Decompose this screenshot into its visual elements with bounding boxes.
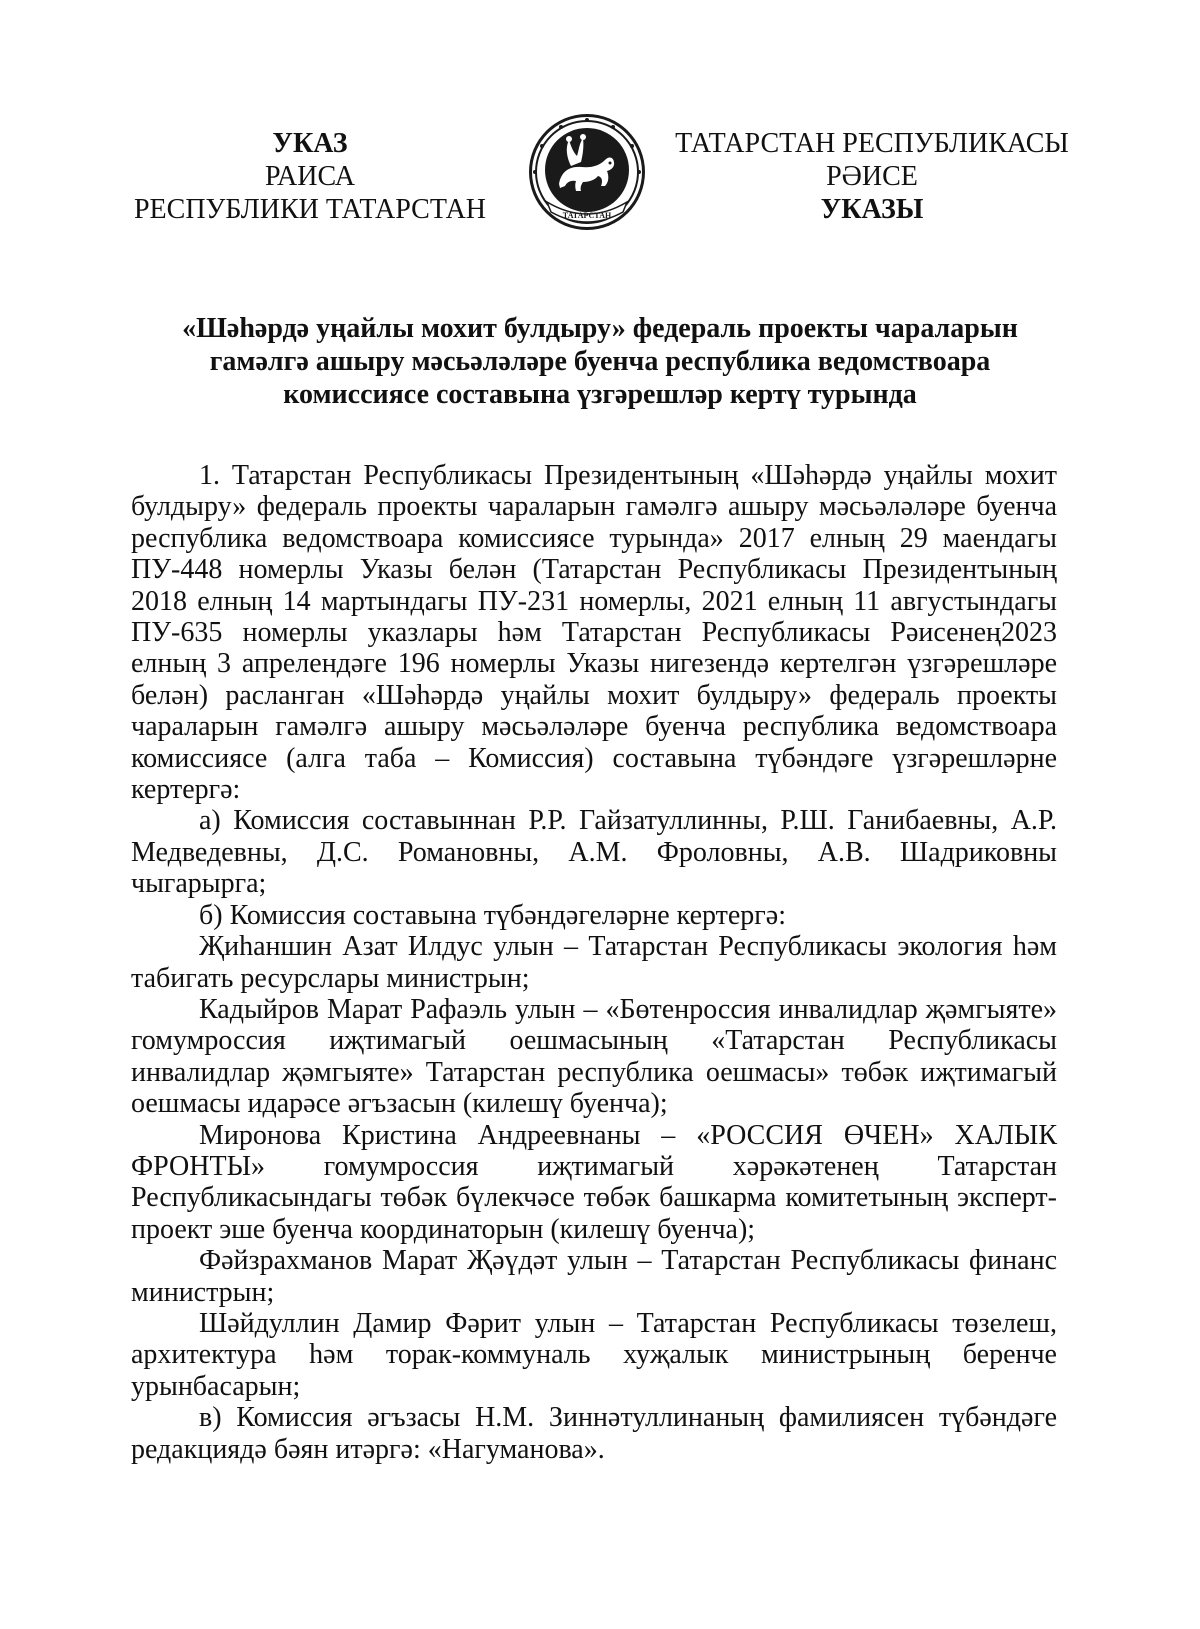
document-title (130, 312, 1070, 411)
header-right (672, 127, 1072, 226)
republic-label-ru: РЕСПУБЛИКИ ТАТАРСТАН (133, 194, 487, 225)
body-paragraph: а) Комиссия составыннан Р.Р. Гайзатуллинны, Р.Ш. Ганибаевны, А.Р. Медведевны, Д.С. Романовны, А.М. Фроловны, А.В. Шадриковны чыгарырга; (131, 805, 1057, 900)
body-paragraph: Шәйдуллин Дамир Фәрит улын – Татарстан Республикасы төзелеш, архитектура һәм торак-коммуналь хуҗалык министрының беренче урынбасарын; (131, 1307, 1057, 1402)
body-paragraph: 1. Татарстан Республикасы Президентының «Шәһәрдә уңайлы мохит булдыру» федераль проекты чараларын гамәлгә ашыру мәсьәләләре буенча республика ведомствоара комиссиясе турында» 2017 елның 29 маендагы ПУ-448 номерлы Указы белән (Татарстан Республикасы Президентының 2018 елның 14 мартындагы ПУ-231 номерлы, 2021 елның 11 августындагы ПУ-635 номерлы указлары һәм Татарстан Республикасы Рәисенең2023 елның 3 апрелендәге 196 номерлы Указы нигезендә кертелгән үзгәрешләре белән) расланган «Шәһәрдә уңайлы мохит булдыру» федераль проекты чараларын гамәлгә ашыру мәсьәләләре буенча республика ведомствоара комиссиясе (алга таба – Комиссия) составына түбәндәге үзгәрешләрне кертергә: (131, 460, 1057, 806)
decree-label-tt: УКАЗЫ (820, 194, 924, 225)
emblem-ribbon-text: ТАТАРСТАН (562, 211, 612, 220)
body-paragraph: в) Комиссия әгъзасы Н.М. Зиннәтуллинаның фамилиясен түбәндәге редакциядә бәян итәргә: «Нагуманова». (131, 1402, 1057, 1465)
head-label-tt: РӘИСЕ (826, 161, 918, 192)
body-paragraph: Миронова Кристина Андреевнаны – «РОССИЯ ӨЧЕН» ХАЛЫК ФРОНТЫ» гомумроссия иҗтимагый хәрәкәтенең Татарстан Республикасындагы төбәк бүлекчәсе төбәк башкарма комитетының эксперт-проект эше буенча координаторын (килешү буенча); (131, 1119, 1057, 1245)
body-paragraph: Җиһаншин Азат Илдус улын – Татарстан Республикасы экология һәм табигать ресурслары министрын; (131, 931, 1057, 994)
republic-label-tt: ТАТАРСТАН РЕСПУБЛИКАСЫ (675, 128, 1069, 159)
decree-label-ru: УКАЗ (272, 128, 348, 159)
tatarstan-coat-of-arms-icon (525, 110, 649, 234)
header-left (120, 127, 500, 226)
title-line: комиссиясе составына үзгәрешләр кертү турында (283, 379, 917, 410)
document-body (131, 460, 1057, 1465)
body-paragraph: Фәйзрахманов Марат Җәүдәт улын – Татарстан Республикасы финанс министрын; (131, 1245, 1057, 1308)
title-line: гамәлгә ашыру мәсьәләләре буенча республика ведомствоара (209, 346, 991, 377)
title-line: «Шәһәрдә уңайлы мохит булдыру» федераль проекты чараларын (182, 313, 1018, 344)
head-label-ru: РАИСА (265, 161, 355, 192)
body-paragraph: Кадыйров Марат Рафаэль улын – «Бөтенроссия инвалидлар җәмгыяте» гомумроссия иҗтимагый оешмасының «Татарстан Республикасы инвалидлар җәмгыяте» Татарстан республика оешмасы» төбәк иҗтимагый оешмасы идарәсе әгъзасын (килешү буенча); (131, 993, 1057, 1120)
body-paragraph: б) Комиссия составына түбәндәгеләрне кертергә: (199, 899, 786, 931)
